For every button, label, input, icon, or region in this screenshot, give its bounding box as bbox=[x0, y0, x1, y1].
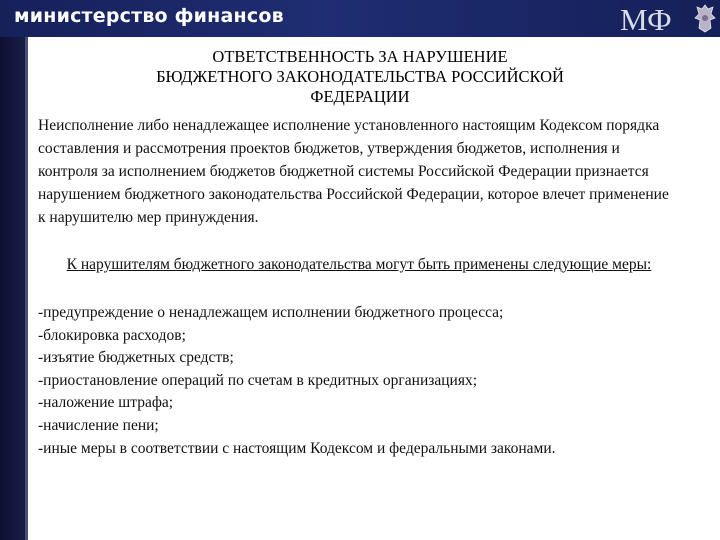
list-item: -изъятие бюджетных средств; bbox=[38, 349, 234, 367]
ministry-title: министерство финансов bbox=[14, 5, 284, 27]
measures-list bbox=[38, 302, 698, 460]
list-item: -приостановление операций по счетам в кредитных организациях; bbox=[38, 371, 478, 389]
measures-intro: К нарушителям бюджетного законодательства могут быть применены следующие меры: bbox=[66, 256, 652, 273]
logo-text: МФ bbox=[620, 2, 672, 35]
list-item: -начисление пени; bbox=[38, 416, 159, 434]
left-decorative-strip bbox=[0, 37, 28, 540]
heading-line: БЮДЖЕТНОГО ЗАКОНОДАТЕЛЬСТВА РОССИЙСКОЙ bbox=[156, 67, 564, 86]
heading-line: ОТВЕТСТВЕННОСТЬ ЗА НАРУШЕНИЕ bbox=[212, 47, 508, 66]
list-item: -предупреждение о ненадлежащем исполнении бюджетного процесса; bbox=[38, 304, 504, 321]
heading-line: ФЕДЕРАЦИИ bbox=[310, 87, 410, 106]
slide-heading bbox=[70, 47, 650, 107]
list-item: -блокировка расходов; bbox=[38, 326, 186, 344]
coat-of-arms-icon bbox=[693, 2, 717, 35]
list-item: -иные меры в соответствии с настоящим Кодексом и федеральными законами. bbox=[38, 439, 556, 457]
ministry-logo-icon bbox=[618, 2, 688, 35]
header-band bbox=[0, 0, 720, 37]
list-item: -наложение штрафа; bbox=[38, 394, 174, 412]
main-paragraph: Неисполнение либо ненадлежащее исполнение установленного настоящим Кодексом порядка составления и рассмотрения проектов бюджетов, утверждения бюджетов, исполнения и контроля за исполнением бюджетов бюджетной системы Российской Федерации признается нарушением бюджетного законодательства Российской Федерации, которое влечет применение к нарушителю мер принуждения. bbox=[38, 117, 669, 226]
